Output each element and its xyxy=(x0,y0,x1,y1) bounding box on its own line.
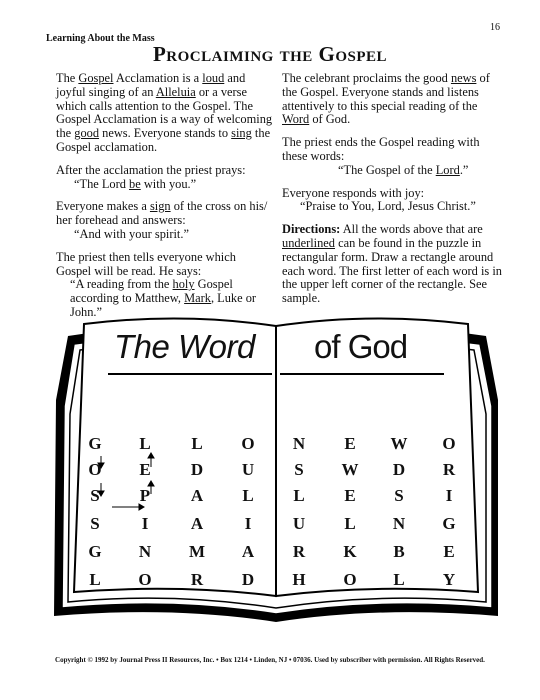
word-underlined: underlined xyxy=(282,235,335,250)
puzzle-letter-r3-c1[interactable]: S xyxy=(90,486,100,505)
quote-gospel-of-the-lord: “The Gospel of the Lord.” xyxy=(338,162,469,177)
quote-and-with-your-spirit: “And with your spirit.” xyxy=(74,226,189,241)
puzzle-letter-r5-c5[interactable]: R xyxy=(292,542,306,561)
puzzle-letter-r5-c2[interactable]: N xyxy=(138,542,152,561)
puzzle-letter-r2-c8[interactable]: R xyxy=(442,460,456,479)
puzzle-letter-r3-c2[interactable]: P xyxy=(139,486,151,505)
puzzle-letter-r3-c7[interactable]: S xyxy=(394,486,404,505)
puzzle-letter-r6-c7[interactable]: L xyxy=(393,570,405,589)
celebrant-paragraph: The celebrant proclaims the good news of the Gospel. Everyone stands and listens attentively to this special reading of the Word of God. xyxy=(282,71,490,127)
puzzle-letter-r5-c3[interactable]: M xyxy=(188,542,206,561)
open-book-illustration xyxy=(50,316,502,632)
word-loud: loud xyxy=(202,71,225,85)
puzzle-letter-r1-c5[interactable]: N xyxy=(292,434,306,453)
word-lord: Lord xyxy=(435,162,460,177)
series-title: Learning About the Mass xyxy=(46,33,155,44)
puzzle-letter-r1-c6[interactable]: E xyxy=(344,434,356,453)
puzzle-letter-r3-c4[interactable]: L xyxy=(242,486,254,505)
puzzle-letter-r4-c1[interactable]: S xyxy=(90,514,100,533)
page-title: Proclaiming the Gospel xyxy=(152,42,388,66)
word-alleluia: Alleluia xyxy=(155,84,196,99)
right-column xyxy=(282,72,502,315)
puzzle-letter-r4-c6[interactable]: L xyxy=(344,514,356,533)
puzzle-letter-r5-c8[interactable]: E xyxy=(443,542,455,561)
puzzle-letter-r6-c3[interactable]: R xyxy=(190,570,204,589)
puzzle-letter-r2-c2[interactable]: E xyxy=(139,460,151,479)
left-column xyxy=(56,72,274,329)
puzzle-letter-r3-c8[interactable]: I xyxy=(445,486,453,505)
puzzle-letter-r6-c4[interactable]: D xyxy=(241,570,255,589)
page-number: 16 xyxy=(490,22,500,33)
responds-paragraph: Everyone responds with joy: “Praise to You, Lord, Jesus Christ.” xyxy=(282,187,502,215)
gospel-acclamation-paragraph: The Gospel Acclamation is a loud and joyful singing of an Alleluia or a verse which calls attention to the Gospel. The Gospel Acclamation is a way of welcoming the good news. Everyone stands to sing the Gospel acclamation. xyxy=(56,71,273,154)
which-gospel-paragraph: The priest then tells everyone which Gospel will be read. He says: “A reading from the holy Gospel according to Matthew, Mark, Luke or John.” xyxy=(56,251,274,320)
puzzle-letter-r1-c8[interactable]: O xyxy=(442,434,456,453)
word-word: Word xyxy=(282,112,310,127)
word-good: good xyxy=(74,126,100,141)
quote-reading: “A reading from the holy Gospel according to Matthew, Mark, Luke or John.” xyxy=(70,277,257,319)
puzzle-letter-r4-c8[interactable]: G xyxy=(442,514,456,533)
word-mark: Mark xyxy=(184,291,211,306)
puzzle-letter-r3-c5[interactable]: L xyxy=(293,486,305,505)
puzzle-letter-r4-c3[interactable]: A xyxy=(190,514,204,533)
word-news: news xyxy=(450,71,477,85)
puzzle-letter-r1-c7[interactable]: W xyxy=(390,434,408,453)
quote-lord-be-with-you: “The Lord be with you.” xyxy=(74,176,197,191)
puzzle-letter-r3-c6[interactable]: E xyxy=(344,486,356,505)
puzzle-letter-r1-c3[interactable]: L xyxy=(191,434,203,453)
word-sing: sing xyxy=(231,126,252,141)
puzzle-letter-r2-c3[interactable]: D xyxy=(190,460,204,479)
word-gospel: Gospel xyxy=(78,71,114,85)
puzzle-letter-r4-c5[interactable]: U xyxy=(292,514,306,533)
puzzle-letter-r2-c6[interactable]: W xyxy=(341,460,359,479)
puzzle-letter-r6-c8[interactable]: Y xyxy=(442,570,456,589)
directions-paragraph: Directions: All the words above that are underlined can be found in the puzzle in rectangular form. Draw a rectangle around each word. The first letter of each word is in the upper left corner of the rectangle. See sample. xyxy=(282,222,502,306)
puzzle-letter-r4-c2[interactable]: I xyxy=(141,514,149,533)
book-title-left: The Word xyxy=(114,328,255,365)
word-holy: holy xyxy=(172,277,195,292)
quote-praise-to-you: “Praise to You, Lord, Jesus Christ.” xyxy=(300,199,476,214)
priest-ends-paragraph: The priest ends the Gospel reading with these words: “The Gospel of the Lord.” xyxy=(282,136,502,177)
puzzle-letter-r1-c4[interactable]: O xyxy=(241,434,255,453)
puzzle-letter-r6-c1[interactable]: L xyxy=(89,570,101,589)
book-title-right: of God xyxy=(314,328,408,365)
puzzle-letter-r2-c5[interactable]: S xyxy=(294,460,304,479)
puzzle-letter-r5-c1[interactable]: G xyxy=(88,542,102,561)
puzzle-letter-r2-c1[interactable]: O xyxy=(88,460,102,479)
puzzle-letter-r4-c4[interactable]: I xyxy=(244,514,252,533)
puzzle-letter-r5-c6[interactable]: K xyxy=(343,542,357,561)
puzzle-letter-r6-c5[interactable]: H xyxy=(292,570,306,589)
puzzle-letter-r6-c2[interactable]: O xyxy=(138,570,152,589)
puzzle-letter-r1-c2[interactable]: L xyxy=(139,434,151,453)
sign-of-cross-paragraph: Everyone makes a sign of the cross on his/ her forehead and answers: “And with your spirit.” xyxy=(56,200,274,241)
word-be: be xyxy=(129,176,141,191)
puzzle-letter-r3-c3[interactable]: A xyxy=(190,486,204,505)
puzzle-letter-r6-c6[interactable]: O xyxy=(343,570,357,589)
puzzle-letter-r5-c7[interactable]: B xyxy=(393,542,405,561)
puzzle-letter-r1-c1[interactable]: G xyxy=(88,434,102,453)
directions-label: Directions: xyxy=(282,222,341,237)
puzzle-letter-r5-c4[interactable]: A xyxy=(241,542,255,561)
copyright-notice: Copyright © 1992 by Journal Press II Resources, Inc. • Box 1214 • Linden, NJ • 07036. Used by subscriber with permission. All Rights Reserved. xyxy=(55,656,485,664)
word-sign: sign xyxy=(149,199,171,214)
puzzle-letter-r2-c4[interactable]: U xyxy=(241,460,255,479)
puzzle-letter-r4-c7[interactable]: N xyxy=(392,514,406,533)
puzzle-letter-r2-c7[interactable]: D xyxy=(392,460,406,479)
priest-prays-paragraph: After the acclamation the priest prays: “The Lord be with you.” xyxy=(56,164,274,192)
